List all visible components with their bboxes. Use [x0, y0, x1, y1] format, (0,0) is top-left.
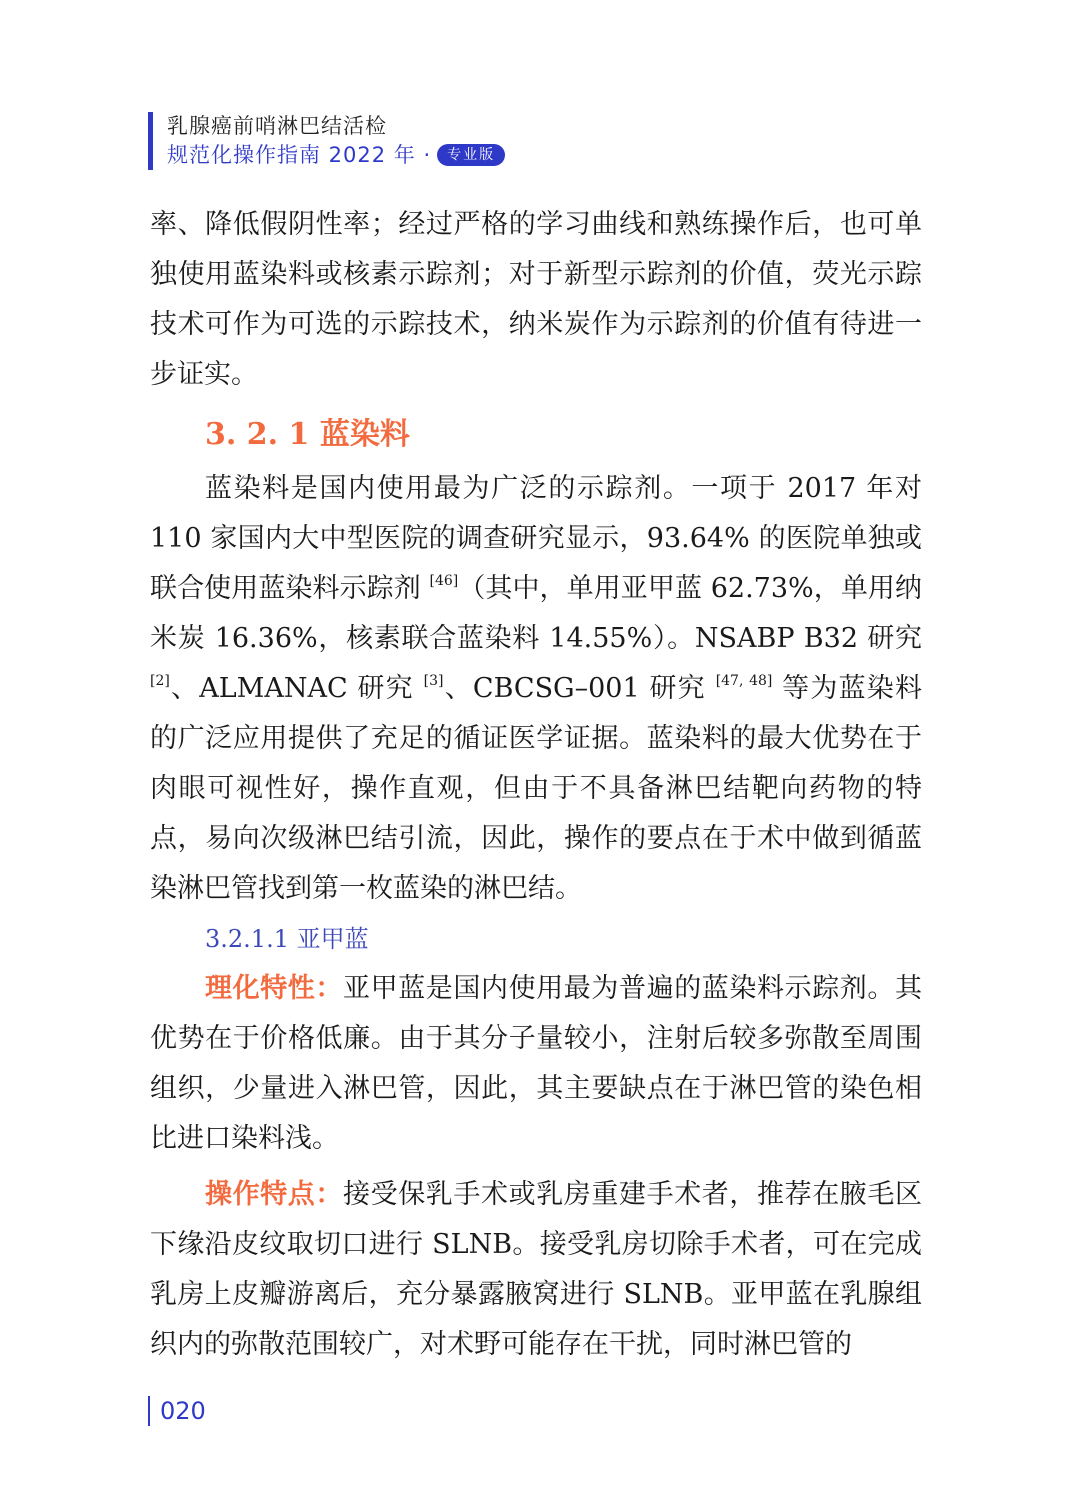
text-run: 亚甲蓝是国内使用最为普遍的蓝染料示踪剂。其优势在于价格低廉。由于其分子量较小，注射后较多弥散至周围组织，少量进入淋巴管，因此，其主要缺点在于淋巴管的染色相比进口染料浅。 [150, 973, 922, 1154]
running-header [148, 112, 505, 170]
citation: [47, 48] [715, 673, 773, 689]
text-run: （其中，单用亚甲蓝 62.73%，单用纳米炭 16.36%，核素联合蓝染料 14.55%）。NSABP B32 研究 [150, 573, 922, 654]
edition-badge: 专业版 [437, 144, 505, 166]
citation: [3] [423, 673, 444, 689]
text-run: 、CBCSG–001 研究 [443, 673, 716, 704]
subsection-heading: 3.2.1.1 亚甲蓝 [205, 925, 369, 953]
paragraph-operation [150, 1170, 922, 1370]
page-number: 020 [148, 1396, 206, 1426]
page-content [150, 200, 922, 1370]
text-run: 蓝染料是国内使用最为广泛的示踪剂。一项于 2017 年对 110 家国内大中型医院的调查研究显示，93.64% 的医院单独或联合使用蓝染料示踪剂 [150, 473, 922, 604]
book-title-line1: 乳腺癌前哨淋巴结活检 [167, 114, 387, 138]
text-run: 、ALMANAC 研究 [169, 673, 424, 704]
paragraph-blue-dye [150, 464, 922, 914]
paragraph-properties [150, 964, 922, 1164]
text-run: 接受保乳手术或乳房重建手术者，推荐在腋毛区下缘沿皮纹取切口进行 SLNB。接受乳房切除手术者，可在完成乳房上皮瓣游离后，充分暴露腋窝进行 SLNB。亚甲蓝在乳腺组织内的弥散范围较广，对术野可能存在干扰，同时淋巴管的 [150, 1179, 922, 1360]
text-run: 等为蓝染料的广泛应用提供了充足的循证医学证据。蓝染料的最大优势在于肉眼可视性好，操作直观，但由于不具备淋巴结靶向药物的特点，易向次级淋巴结引流，因此，操作的要点在于术中做到循蓝染淋巴管找到第一枚蓝染的淋巴结。 [150, 673, 922, 904]
book-title-line2 [167, 140, 505, 170]
paragraph-continued: 率、降低假阴性率；经过严格的学习曲线和熟练操作后，也可单独使用蓝染料或核素示踪剂；对于新型示踪剂的价值，荧光示踪技术可作为可选的示踪技术，纳米炭作为示踪剂的价值有待进一步证实。 [150, 209, 922, 390]
citation: [2] [150, 673, 170, 689]
paragraph-label: 操作特点： [205, 1179, 343, 1210]
paragraph-label: 理化特性： [205, 973, 343, 1004]
citation: [46] [429, 573, 459, 589]
section-heading: 3. 2. 1 蓝染料 [205, 417, 410, 452]
book-subtitle: 规范化操作指南 2022 年 · [167, 143, 432, 167]
